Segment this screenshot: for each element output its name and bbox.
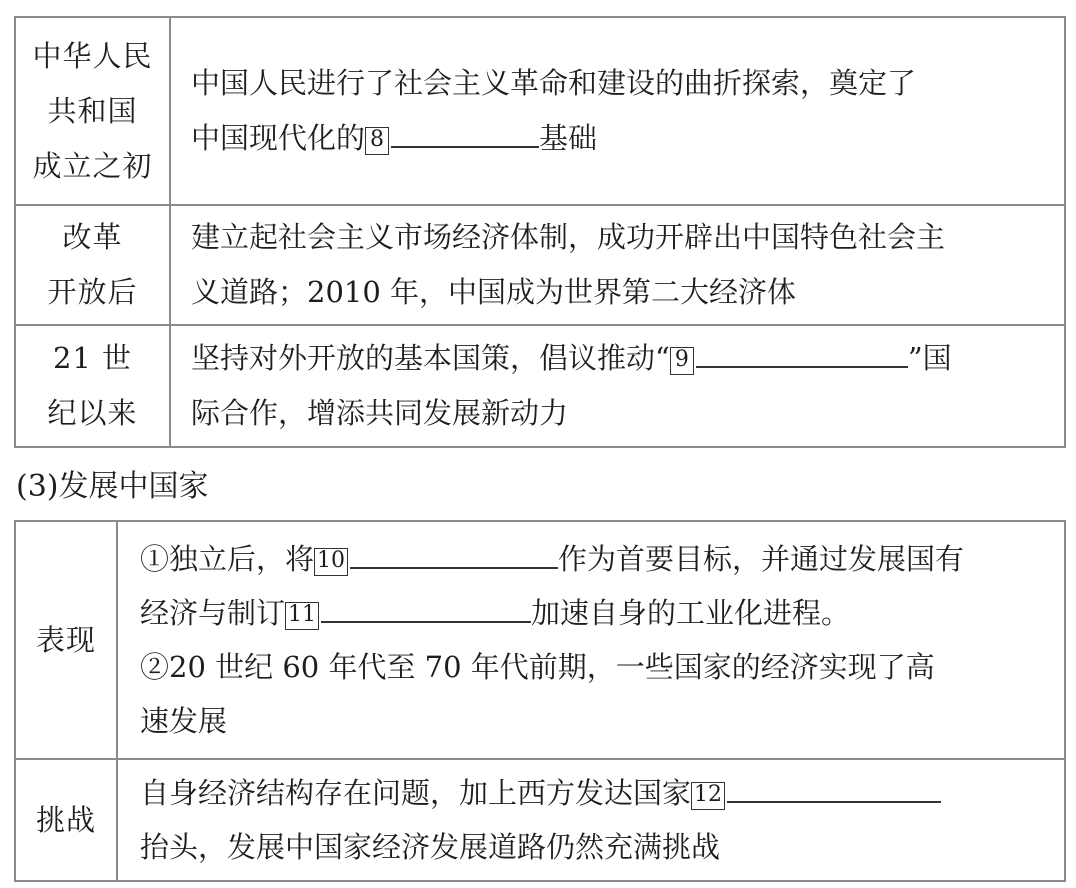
content-cell [170, 205, 1065, 325]
content-line: 速发展 [140, 704, 228, 738]
period-line: 共和国 [47, 93, 138, 128]
content-text: 加速自身的工业化进程。 [531, 596, 851, 630]
blank-number-label: 11 [285, 602, 319, 630]
table-row [15, 521, 1065, 759]
content-text: 经济与制订 [140, 596, 286, 630]
content-line: 建立起社会主义市场经济体制，成功开辟出中国特色社会主 [191, 220, 946, 254]
china-modernization-table [14, 16, 1066, 448]
table-row [15, 17, 1065, 205]
content-line [191, 111, 1054, 166]
fill-in-blank[interactable] [321, 593, 531, 623]
blank-number-label: 12 [691, 782, 725, 810]
content-text: ①独立后，将 [140, 542, 315, 576]
content-text: 中国现代化的 [191, 121, 366, 155]
fill-in-blank[interactable] [696, 338, 908, 368]
section-heading: (3)发展中国家 [16, 469, 209, 504]
fill-in-blank[interactable] [350, 539, 558, 569]
content-text: 自身经济结构存在问题，加上西方发达国家 [140, 776, 692, 810]
fill-in-blank[interactable] [391, 118, 539, 148]
content-line [140, 766, 1054, 820]
content-cell [117, 759, 1065, 881]
content-line [140, 532, 1054, 586]
table-row [15, 759, 1065, 881]
label-cell: 挑战 [15, 759, 117, 881]
content-line: 义道路；2010 年，中国成为世界第二大经济体 [191, 275, 797, 309]
content-line: ②20 世纪 60 年代至 70 年代前期，一些国家的经济实现了高 [140, 650, 935, 684]
period-line: 纪以来 [47, 396, 138, 430]
content-line: 抬头，发展中国家经济发展道路仍然充满挑战 [140, 830, 721, 864]
period-line: 中华人民 [32, 38, 153, 73]
content-line: 中国人民进行了社会主义革命和建设的曲折探索，奠定了 [191, 66, 917, 100]
blank-number-label: 9 [670, 347, 694, 375]
period-line: 开放后 [47, 275, 138, 309]
content-line: 际合作，增添共同发展新动力 [191, 396, 569, 430]
content-text: 坚持对外开放的基本国策，倡议推动“ [191, 341, 670, 375]
content-line [140, 586, 1054, 640]
content-line [191, 331, 1054, 386]
content-text: 基础 [539, 121, 598, 155]
developing-countries-table [14, 520, 1066, 882]
content-text: ”国 [907, 341, 952, 375]
label-cell: 表现 [15, 521, 117, 759]
table-row [15, 325, 1065, 447]
fill-in-blank[interactable] [727, 773, 941, 803]
blank-number-label: 10 [314, 548, 348, 576]
period-line: 改革 [62, 220, 123, 254]
period-line: 21 世 [52, 341, 133, 375]
blank-number-label: 8 [365, 127, 389, 155]
period-cell [15, 325, 170, 447]
table-row [15, 205, 1065, 325]
content-cell [170, 17, 1065, 205]
content-cell [117, 521, 1065, 759]
content-text: 作为首要目标，并通过发展国有 [558, 542, 965, 576]
period-cell [15, 17, 170, 205]
content-cell [170, 325, 1065, 447]
period-cell [15, 205, 170, 325]
period-line: 成立之初 [32, 148, 153, 183]
